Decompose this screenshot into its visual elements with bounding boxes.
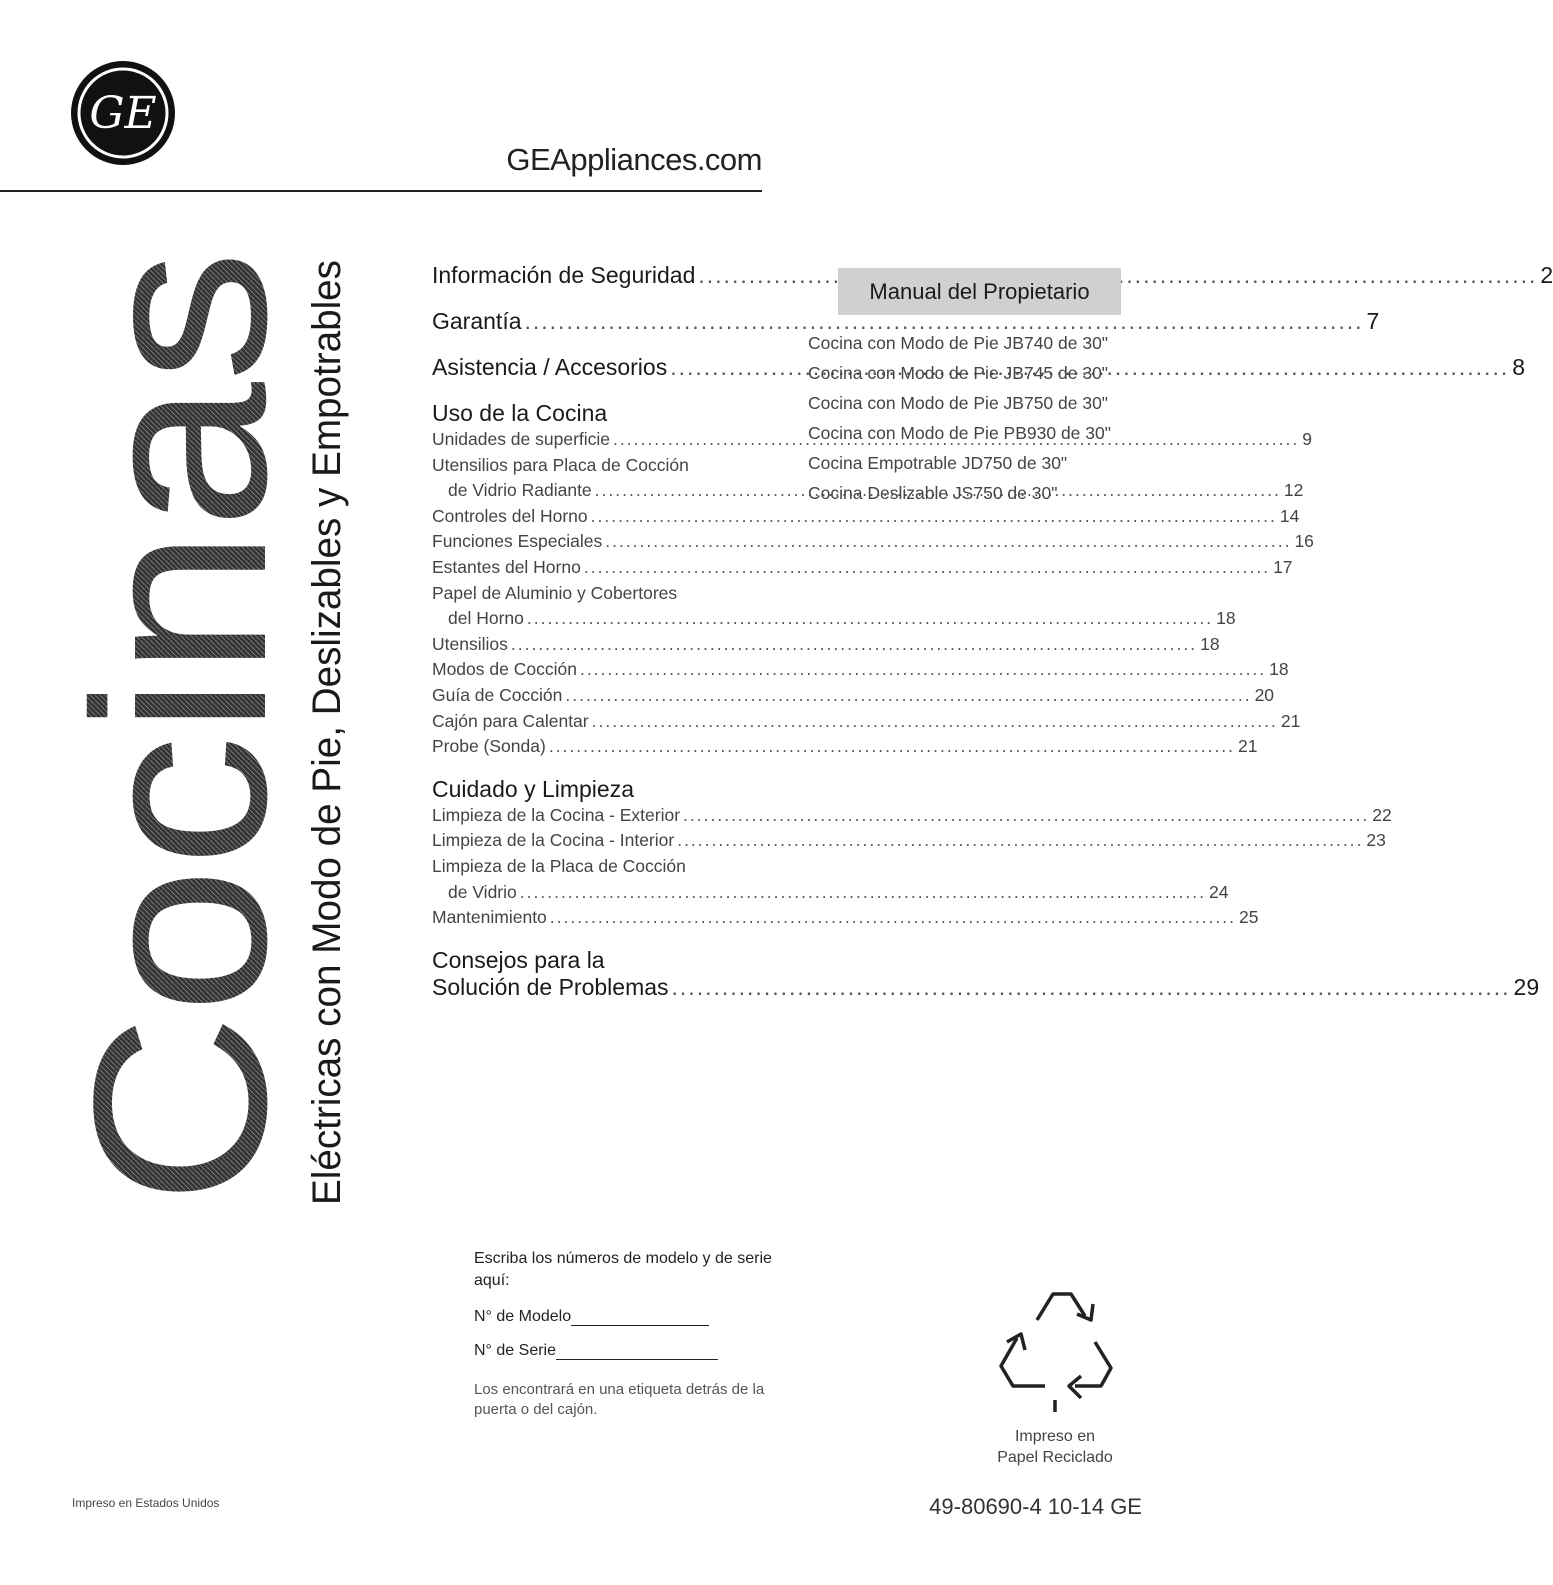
logo-text: GE	[89, 88, 157, 139]
model-item: Cocina con Modo de Pie PB930 de 30"	[808, 423, 1111, 443]
website-url[interactable]: GEAppliances.com	[506, 142, 762, 177]
serial-instruction: Escriba los números de modelo y de serie aquí:	[474, 1250, 772, 1289]
model-item: Cocina con Modo de Pie JB745 de 30"	[808, 363, 1109, 383]
main-title-vertical	[43, 240, 318, 1210]
recycle-icon	[985, 1280, 1125, 1420]
printed-in-usa: Impreso en Estados Unidos	[72, 1496, 220, 1510]
toc-item[interactable]: Unidades de superficie ..... 9	[432, 427, 767, 453]
toc-item-warranty[interactable]: Garantía ..... 7	[432, 308, 767, 335]
toc-item[interactable]: Mantenimiento ..... 25	[432, 905, 767, 931]
toc-item-line[interactable]: Limpieza de la Placa de Cocción	[432, 855, 686, 876]
owners-manual-label: Manual del Propietario	[838, 268, 1121, 315]
toc-item[interactable]: Cajón para Calentar ..... 21	[432, 709, 767, 735]
toc-item-line[interactable]: Utensilios para Placa de Cocción	[432, 454, 689, 475]
model-item: Cocina Deslizable JS750 de 30"	[808, 483, 1058, 503]
toc-item[interactable]: Controles del Horno ..... 14	[432, 504, 767, 530]
model-list	[808, 328, 1168, 508]
toc-heading-care: Cuidado y Limpieza	[432, 775, 635, 802]
model-item: Cocina con Modo de Pie JB740 de 30"	[808, 333, 1109, 353]
model-item: Cocina Empotrable JD750 de 30"	[808, 453, 1068, 473]
model-item: Cocina con Modo de Pie JB750 de 30"	[808, 393, 1109, 413]
toc-item-assistance[interactable]: Asistencia / Accesorios ..... 8	[432, 354, 767, 381]
toc-item[interactable]: Limpieza de la Cocina - Interior ..... 23	[432, 828, 767, 854]
toc-heading-troubleshooting: Consejos para la	[432, 946, 605, 973]
toc-item[interactable]: Modos de Cocción ..... 18	[432, 657, 767, 683]
main-title: Cocinas	[43, 316, 318, 1205]
model-number-field[interactable]: N° de Modelo	[474, 1308, 774, 1326]
toc-item[interactable]: Utensilios ..... 18	[432, 632, 767, 658]
toc-item[interactable]: Estantes del Horno ..... 17	[432, 555, 767, 581]
header-rule	[0, 190, 762, 192]
toc-item-safety[interactable]: Información de Seguridad ..... 2	[432, 262, 767, 289]
toc-heading-use: Uso de la Cocina	[432, 400, 608, 426]
toc-item[interactable]: Limpieza de la Cocina - Exterior ..... 22	[432, 803, 767, 829]
toc-item[interactable]: del Horno ..... 18	[432, 606, 767, 632]
serial-note: Los encontrará en una etiqueta detrás de la puerta o del cajón.	[474, 1381, 765, 1418]
recycled-paper-note: Impreso en Papel Reciclado	[997, 1428, 1113, 1466]
toc-item[interactable]: Guía de Cocción ..... 20	[432, 683, 767, 709]
serial-section	[474, 1248, 774, 1420]
toc-item[interactable]: Probe (Sonda) ..... 21	[432, 734, 767, 760]
subtitle-vertical	[300, 226, 350, 1210]
toc-item[interactable]: de Vidrio ..... 24	[432, 880, 767, 906]
document-code: 49-80690-4 10-14 GE	[929, 1494, 1142, 1519]
ge-logo	[70, 60, 176, 166]
toc-item-line[interactable]: Papel de Aluminio y Cobertores	[432, 582, 678, 603]
subtitle: Eléctricas con Modo de Pie, Deslizables y Empotrables	[305, 226, 349, 1205]
toc-item[interactable]: Funciones Especiales ..... 16	[432, 529, 767, 555]
toc-item-troubleshooting[interactable]: Solución de Problemas ..... 29	[432, 974, 767, 1001]
toc-item[interactable]: de Vidrio Radiante ..... 12	[432, 478, 767, 504]
serial-number-field[interactable]: N° de Serie	[474, 1342, 774, 1360]
